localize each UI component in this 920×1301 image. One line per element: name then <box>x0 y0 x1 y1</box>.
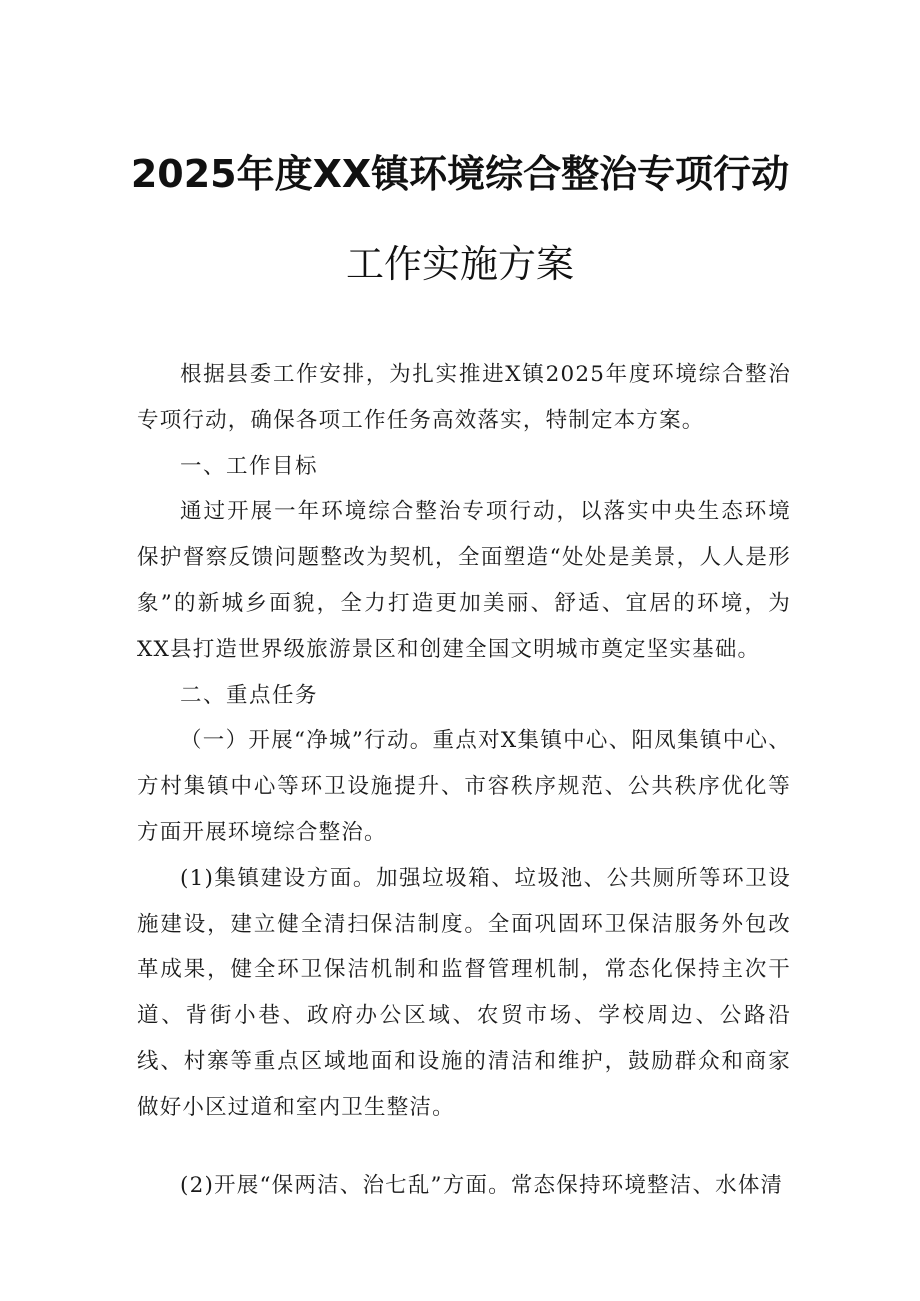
intro-paragraph: 根据县委工作安排，为扎实推进X镇2025年度环境综合整治专项行动，确保各项工作任务高效落实，特制定本方案。 <box>137 362 791 433</box>
document-title-line-1: 2025年度XX镇环境综合整治专项行动 <box>130 152 790 196</box>
section-heading-tasks: 二、重点任务 <box>180 682 319 708</box>
document-body <box>137 352 791 1208</box>
section-heading-goals: 一、工作目标 <box>180 453 319 479</box>
goals-paragraph: 通过开展一年环境综合整治专项行动，以落实中央生态环境保护督察反馈问题整改为契机，全面塑造“处处是美景，人人是形象”的新城乡面貌，全力打造更加美丽、舒适、宜居的环境，为XX县打造世界级旅游景区和创建全国文明城市奠定坚实基础。 <box>137 499 791 662</box>
task-1-paragraph: （一）开展“净城”行动。重点对X集镇中心、阳凤集镇中心、方村集镇中心等环卫设施提升、市容秩序规范、公共秩序优化等方面开展环境综合整治。 <box>137 728 791 845</box>
task-1-item-2-paragraph: (2)开展“保两洁、治七乱”方面。常态保持环境整洁、水体清 <box>180 1172 784 1198</box>
document-title-line-2: 工作实施方案 <box>345 242 574 286</box>
task-1-item-1-paragraph: (1)集镇建设方面。加强垃圾箱、垃圾池、公共厕所等环卫设施建设，建立健全清扫保洁制度。全面巩固环卫保洁服务外包改革成果，健全环卫保洁机制和监督管理机制，常态化保持主次干道、背街小巷、政府办公区域、农贸市场、学校周边、公路沿线、村寨等重点区域地面和设施的清洁和维护，鼓励群众和商家做好小区过道和室内卫生整洁。 <box>137 865 791 1120</box>
